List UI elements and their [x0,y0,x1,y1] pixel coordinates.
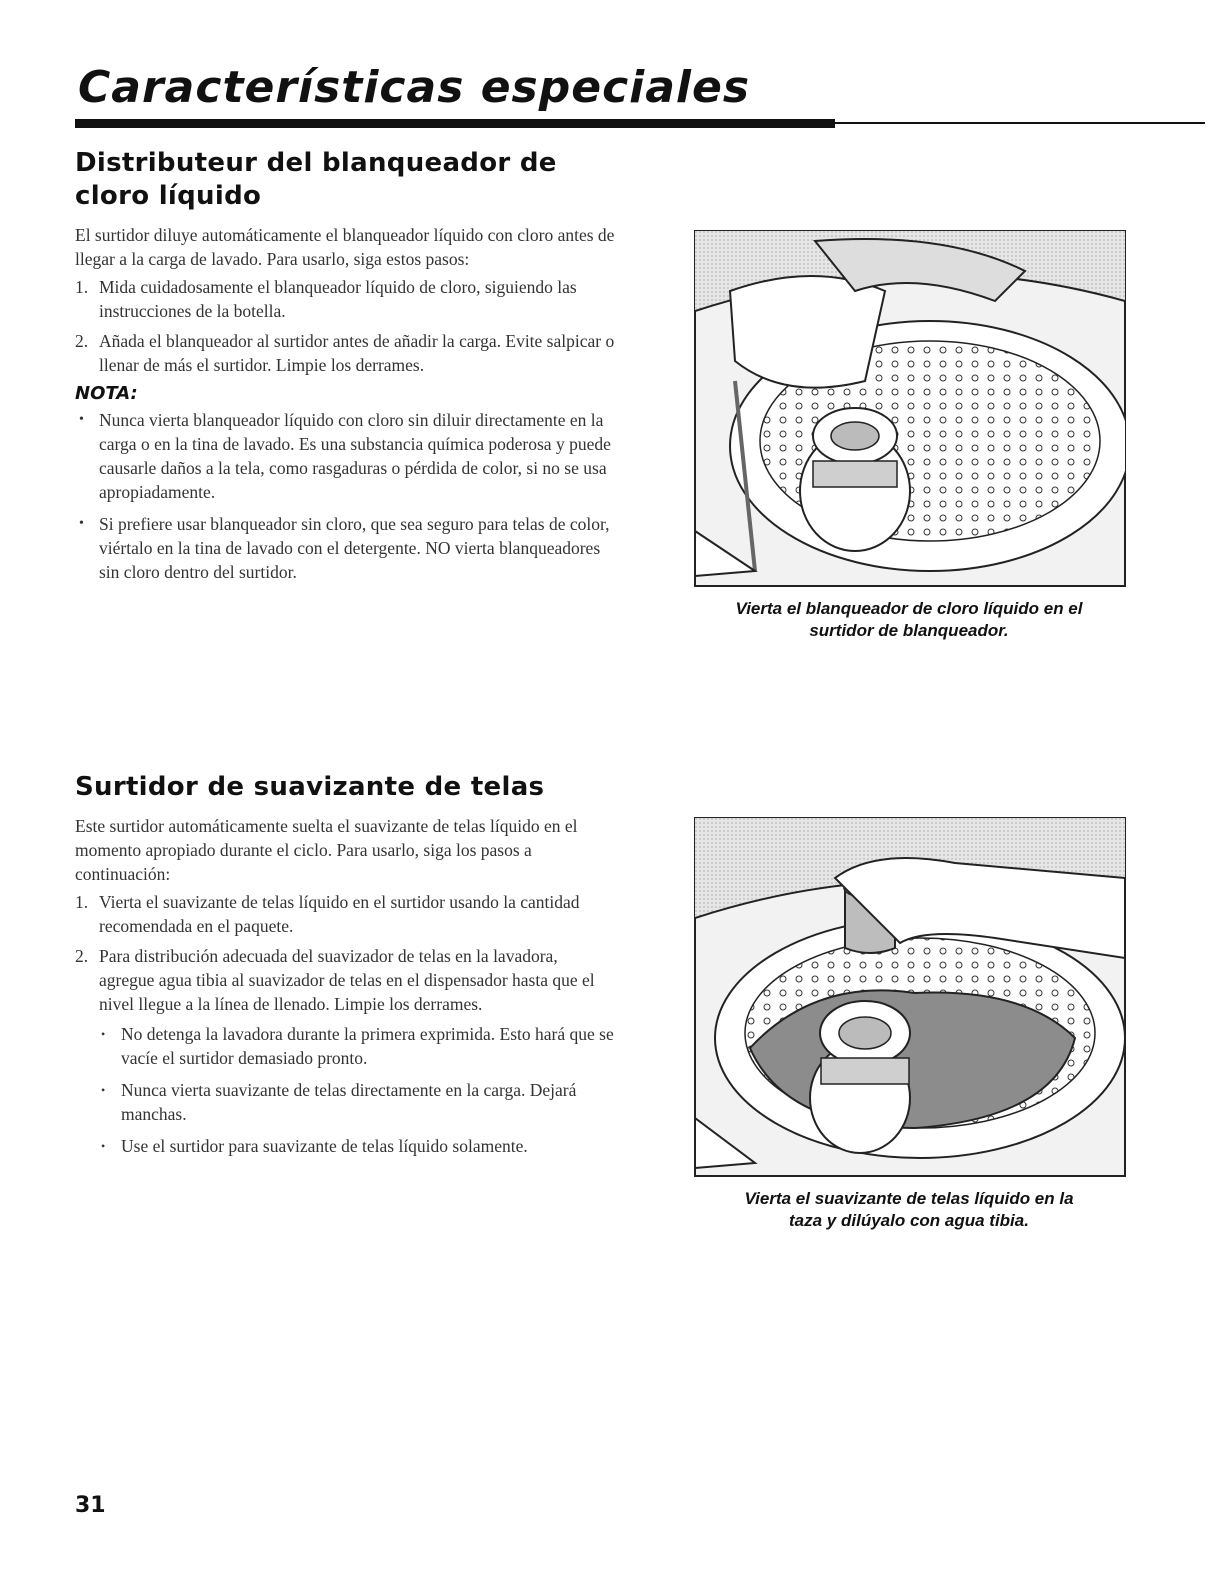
bleach-heading: Distributeur del blanqueador de cloro líquido [75,148,557,211]
step-number: 1. [75,277,89,297]
bullet-icon: • [101,1083,106,1097]
list-item [75,944,615,1016]
step-number: 2. [75,331,89,351]
step-number: 1. [75,892,89,912]
list-item [75,1078,615,1126]
list-item [75,408,615,504]
note-text: Nunca vierta blanqueador líquido con cloro sin diluir directamente en la carga o en la tina de lavado. Es una substancia química poderosa y puede causarle daños a la tela, como rasgaduras o pérdida de color, si no se usa apropiadamente. [99,410,611,502]
step-text: Para distribución adecuada del suavizador de telas en la lavadora, agregue agua tibia al suavizador de telas en el dispensador hasta que el nivel llegue a la línea de llenado. Limpie los derrames. [99,946,595,1014]
washer-softener-image [695,818,1125,1176]
softener-figure-caption: Vierta el suavizante de telas líquido en la taza y dilúyalo con agua tibia. [744,1189,1074,1230]
softener-steps [75,890,615,1016]
step-text: Añada el blanqueador al surtidor antes de añadir la carga. Evite salpicar o llenar de más el surtidor. Limpie los derrames. [99,331,615,375]
list-item [75,1134,615,1158]
list-item [75,329,615,377]
softener-heading: Surtidor de suavizante de telas [75,772,545,802]
softener-illustration [694,817,1126,1177]
bullet-icon: • [101,1027,106,1041]
softener-section [75,771,615,1166]
bullet-icon: • [79,516,84,531]
step-text: Vierta el suavizante de telas líquido en el surtidor usando la cantidad recomendada en el paquete. [99,892,580,936]
page-title: Características especiales [78,62,751,113]
bleach-section [75,147,615,592]
bleach-notes [75,408,615,584]
bleach-illustration [694,230,1126,587]
list-item [75,890,615,938]
bleach-steps [75,275,615,377]
bullet-icon: • [101,1139,106,1153]
note-text: Si prefiere usar blanqueador sin cloro, que sea seguro para telas de color, viértalo en la tina de lavado con el detergente. NO vierta blanqueadores sin cloro dentro del surtidor. [99,514,610,582]
note-text: Nunca vierta suavizante de telas directamente en la carga. Dejará manchas. [121,1080,577,1124]
title-rule [75,119,835,128]
softener-intro: Este surtidor automáticamente suelta el suavizante de telas líquido en el momento apropiado durante el ciclo. Para usarlo, siga los pasos a continuación: [75,816,578,884]
softener-notes [75,1022,615,1158]
bleach-intro: El surtidor diluye automáticamente el blanqueador líquido con cloro antes de llegar a la carga de lavado. Para usarlo, siga estos pasos: [75,225,615,269]
title-rule-extension [835,122,1205,124]
note-text: No detenga la lavadora durante la primera exprimida. Esto hará que se vacíe el surtidor demasiado pronto. [121,1024,614,1068]
list-item [75,512,615,584]
list-item [75,1022,615,1070]
step-number: 2. [75,946,89,966]
washer-bleach-image [695,231,1125,586]
bleach-figure-caption: Vierta el blanqueador de cloro líquido en el surtidor de blanqueador. [735,599,1083,640]
note-label: NOTA: [75,383,138,404]
page-number: 31 [75,1493,106,1518]
bullet-icon: • [79,412,84,427]
list-item [75,275,615,323]
step-text: Mida cuidadosamente el blanqueador líquido de cloro, siguiendo las instrucciones de la botella. [99,277,577,321]
note-text: Use el surtidor para suavizante de telas líquido solamente. [121,1136,528,1156]
